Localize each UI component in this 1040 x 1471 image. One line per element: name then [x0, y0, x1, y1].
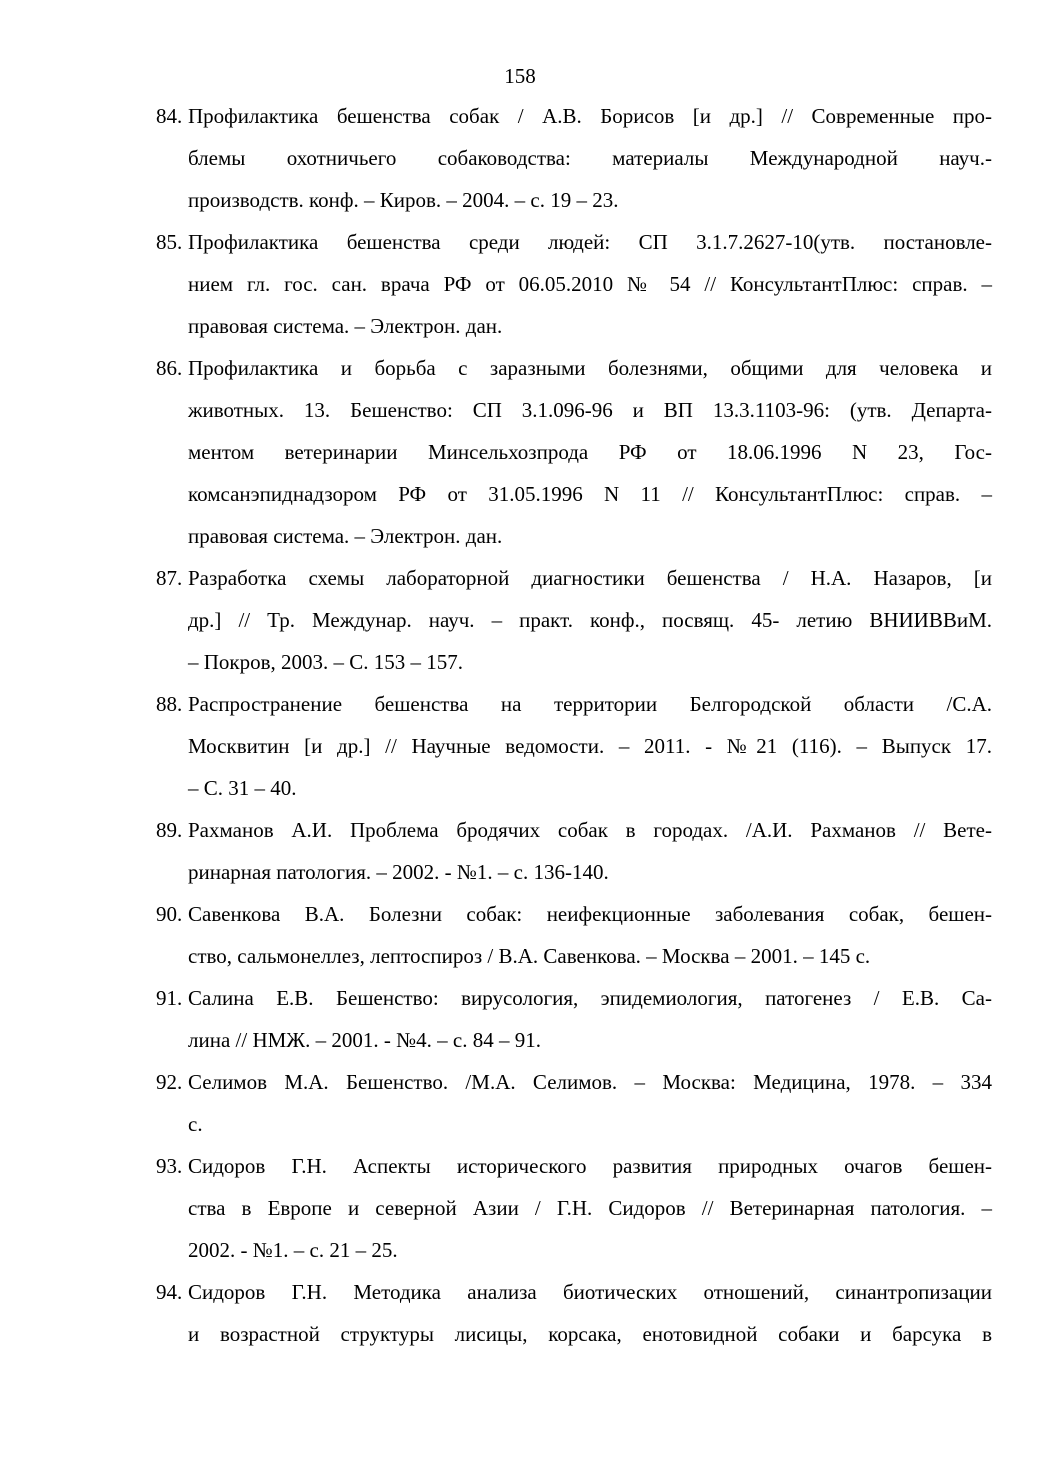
reference-line: др.] // Тр. Междунар. науч. – практ. конф., посвящ. 45- летию ВНИИВВиМ. [188, 608, 992, 632]
reference-line: Профилактика бешенства собак / А.В. Борисов [и др.] // Современные про- [188, 104, 992, 128]
reference-line: Рахманов А.И. Проблема бродячих собак в городах. /А.И. Рахманов // Вете- [188, 818, 992, 842]
reference-line: Сидоров Г.Н. Аспекты исторического развития природных очагов бешен- [188, 1154, 992, 1178]
reference-number: 91. [156, 986, 183, 1010]
reference-item [156, 977, 992, 1061]
reference-item [156, 683, 992, 809]
reference-line: Распространение бешенства на территории Белгородской области /С.А. [188, 692, 992, 716]
reference-line: блемы охотничьего собаководства: материалы Международной науч.- [188, 146, 992, 170]
reference-number: 90. [156, 902, 183, 926]
reference-line: комсанэпиднадзором РФ от 31.05.1996 N 11 // КонсультантПлюс: справ. – [188, 482, 992, 506]
reference-item [156, 809, 992, 893]
reference-line: Салина Е.В. Бешенство: вирусология, эпидемиология, патогенез / Е.В. Са- [188, 986, 992, 1010]
reference-number: 94. [156, 1280, 183, 1304]
page-number: 158 [504, 64, 536, 88]
reference-number: 92. [156, 1070, 183, 1094]
reference-line: Сидоров Г.Н. Методика анализа биотических отношений, синантропизации [188, 1280, 992, 1304]
reference-number: 84. [156, 104, 183, 128]
reference-line: ментом ветеринарии Минсельхозпрода РФ от 18.06.1996 N 23, Гос- [188, 440, 992, 464]
reference-line: Профилактика и борьба с заразными болезнями, общими для человека и [188, 356, 992, 380]
reference-line: правовая система. – Электрон. дан. [188, 314, 503, 338]
reference-line: животных. 13. Бешенство: СП 3.1.096-96 и ВП 13.3.1103-96: (утв. Департа- [188, 398, 992, 422]
reference-line: – С. 31 – 40. [188, 776, 297, 800]
reference-line: Селимов М.А. Бешенство. /М.А. Селимов. – Москва: Медицина, 1978. – 334 [188, 1070, 992, 1094]
reference-line: Москвитин [и др.] // Научные ведомости. – 2011. - №21 (116). – Выпуск 17. [188, 734, 992, 758]
reference-line: 2002. - №1. – с. 21 – 25. [188, 1238, 398, 1262]
reference-item [156, 95, 992, 221]
reference-item [156, 557, 992, 683]
reference-line: Разработка схемы лабораторной диагностики бешенства / Н.А. Назаров, [и [188, 566, 992, 590]
reference-number: 86. [156, 356, 183, 380]
reference-item [156, 1271, 992, 1355]
reference-item [156, 1145, 992, 1271]
reference-line: с. [188, 1112, 203, 1136]
reference-number: 85. [156, 230, 183, 254]
reference-number: 89. [156, 818, 183, 842]
reference-line: лина // НМЖ. – 2001. - №4. – с. 84 – 91. [188, 1028, 541, 1052]
reference-line: производств. конф. – Киров. – 2004. – с. 19 – 23. [188, 188, 619, 212]
reference-line: Профилактика бешенства среди людей: СП 3.1.7.2627-10(утв. постановле- [188, 230, 992, 254]
reference-number: 88. [156, 692, 183, 716]
reference-line: ство, сальмонеллез, лептоспироз / В.А. Савенкова. – Москва – 2001. – 145 с. [188, 944, 871, 968]
reference-item [156, 1061, 992, 1145]
reference-number: 87. [156, 566, 183, 590]
reference-item [156, 347, 992, 557]
reference-line: – Покров, 2003. – С. 153 – 157. [188, 650, 464, 674]
reference-item [156, 221, 992, 347]
reference-line: ства в Европе и северной Азии / Г.Н. Сидоров // Ветеринарная патология. – [188, 1196, 992, 1220]
reference-line: нием гл. гос. сан. врача РФ от 06.05.2010 № 54 // КонсультантПлюс: справ. – [188, 272, 992, 296]
reference-line: ринарная патология. – 2002. - №1. – с. 136-140. [188, 860, 609, 884]
reference-item [156, 893, 992, 977]
reference-line: Савенкова В.А. Болезни собак: неифекционные заболевания собак, бешен- [188, 902, 992, 926]
reference-number: 93. [156, 1154, 183, 1178]
reference-list [156, 95, 992, 1355]
reference-line: правовая система. – Электрон. дан. [188, 524, 503, 548]
reference-line: и возрастной структуры лисицы, корсака, енотовидной собаки и барсука в [188, 1322, 992, 1346]
